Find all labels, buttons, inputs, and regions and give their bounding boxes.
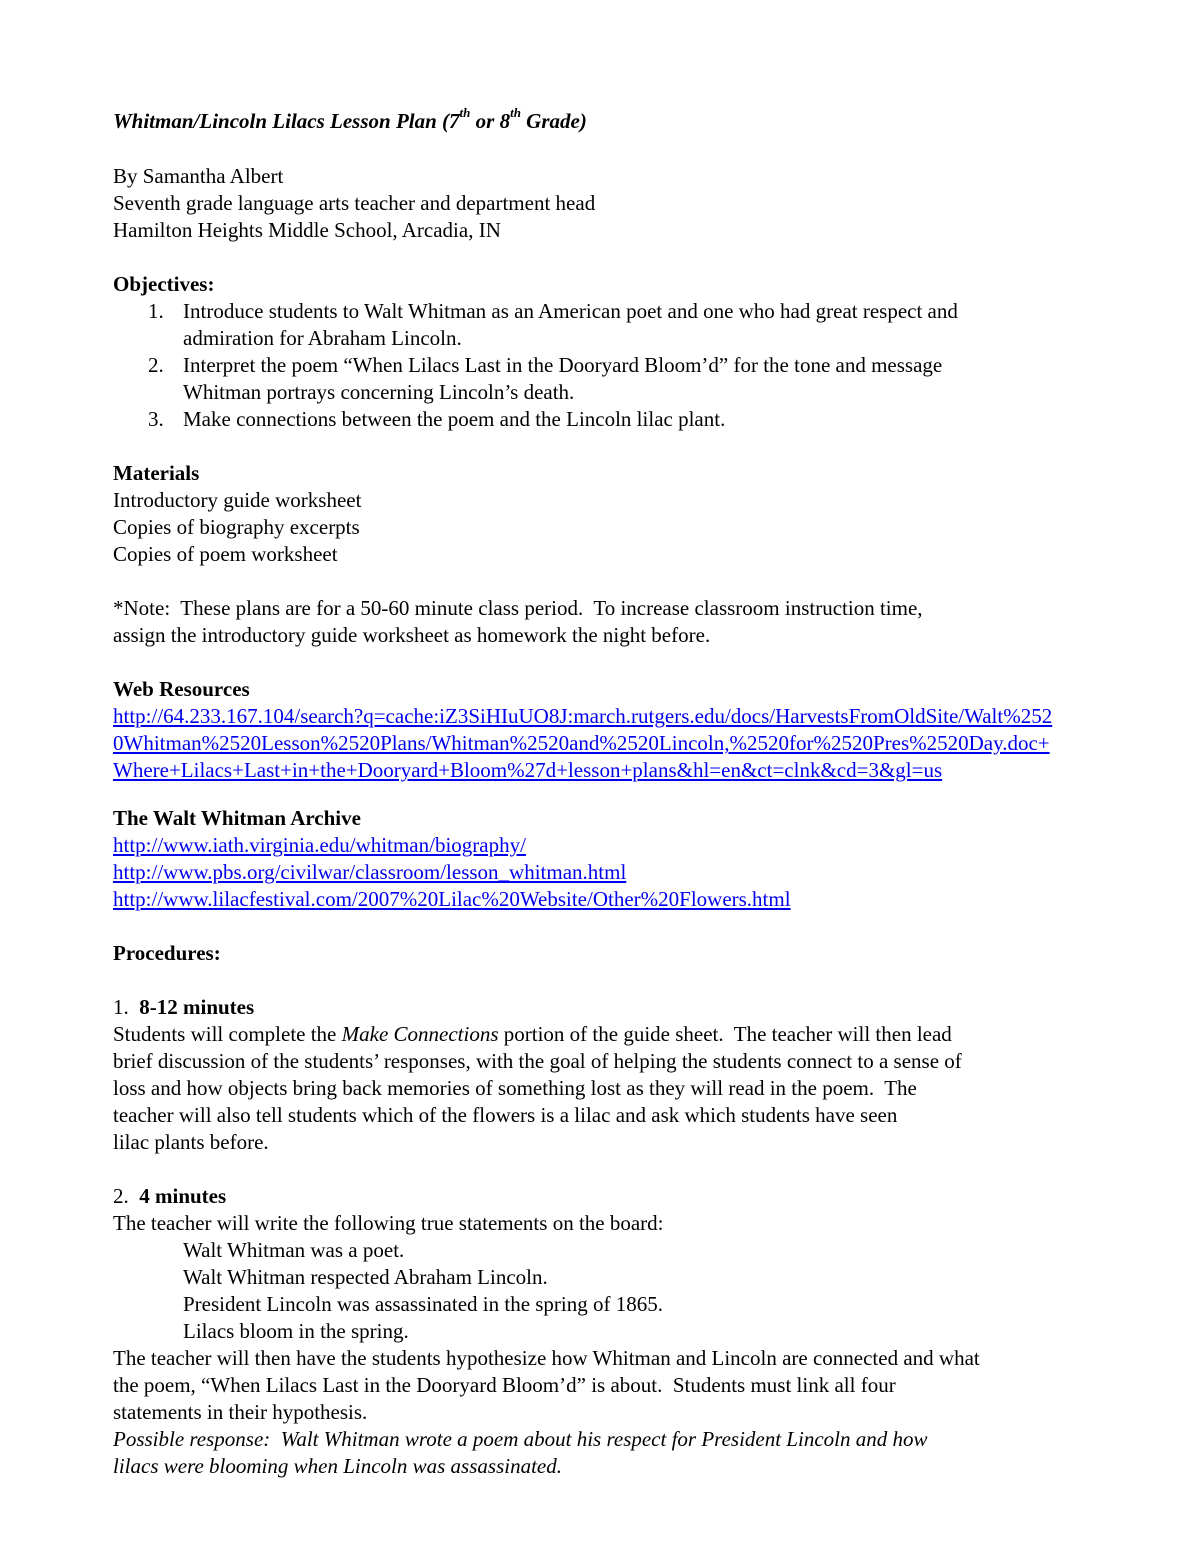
materials-heading: Materials (113, 461, 200, 485)
title-text: Whitman/Lincoln Lilacs Lesson Plan (7 (113, 109, 460, 133)
step-text: loss and how objects bring back memories of something lost as they will read in the poem. The (113, 1076, 917, 1100)
objective-number: 3. (148, 407, 164, 431)
step-text: teacher will also tell students which of the flowers is a lilac and ask which students have seen (113, 1103, 898, 1127)
web-resource-link[interactable]: 0Whitman%2520Lesson%2520Plans/Whitman%2520and%2520Lincoln,%2520for%2520Pres%2520Day.doc+ (113, 731, 1050, 755)
step-text-part: portion of the guide sheet. The teacher will then lead (498, 1022, 952, 1046)
step-text: brief discussion of the students’ responses, with the goal of helping the students connect to a sense of (113, 1049, 962, 1073)
title-text: Grade) (520, 109, 587, 133)
title-superscript: th (459, 105, 471, 120)
step-heading (113, 994, 254, 1021)
author-byline: By Samantha Albert (113, 164, 284, 188)
step-text-part: Students will complete the (113, 1022, 342, 1046)
materials-item: Copies of biography excerpts (113, 515, 360, 539)
archive-link-biography[interactable]: http://www.iath.virginia.edu/whitman/biography/ (113, 833, 526, 857)
author-school: Hamilton Heights Middle School, Arcadia, IN (113, 218, 501, 242)
step-text: lilac plants before. (113, 1130, 269, 1154)
step-time: 4 minutes (139, 1184, 227, 1208)
web-resources-heading: Web Resources (113, 677, 250, 701)
note-text: *Note: These plans are for a 50-60 minute class period. To increase classroom instruction time, (113, 596, 923, 620)
archive-link-pbs[interactable]: http://www.pbs.org/civilwar/classroom/lesson_whitman.html (113, 860, 627, 884)
objective-text: admiration for Abraham Lincoln. (183, 326, 462, 350)
materials-item: Introductory guide worksheet (113, 488, 362, 512)
objective-number: 2. (148, 353, 164, 377)
objective-text: Whitman portrays concerning Lincoln’s death. (183, 380, 575, 404)
procedures-heading: Procedures: (113, 941, 221, 965)
objective-text: Make connections between the poem and the Lincoln lilac plant. (183, 407, 726, 431)
archive-link-lilacfestival[interactable]: http://www.lilacfestival.com/2007%20Lilac%20Website/Other%20Flowers.html (113, 887, 791, 911)
materials-item: Copies of poem worksheet (113, 542, 338, 566)
note-text: assign the introductory guide worksheet as homework the night before. (113, 623, 711, 647)
step-heading (113, 1183, 226, 1210)
objective-text: Interpret the poem “When Lilacs Last in the Dooryard Bloom’d” for the tone and message (183, 353, 943, 377)
step-time: 8-12 minutes (139, 995, 255, 1019)
title-superscript: th (510, 105, 521, 120)
step-text: statements in their hypothesis. (113, 1400, 368, 1424)
objective-text: Introduce students to Walt Whitman as an American poet and one who had great respect and (183, 299, 958, 323)
step-text: the poem, “When Lilacs Last in the Dooryard Bloom’d” is about. Students must link all four (113, 1373, 896, 1397)
possible-response: lilacs were blooming when Lincoln was assassinated. (113, 1454, 562, 1478)
possible-response: Possible response: Walt Whitman wrote a poem about his respect for President Lincoln and how (113, 1427, 928, 1451)
document-title (113, 105, 587, 135)
board-statement: Walt Whitman was a poet. (183, 1238, 405, 1262)
step-text: The teacher will then have the students hypothesize how Whitman and Lincoln are connected and what (113, 1346, 980, 1370)
board-statement: Lilacs bloom in the spring. (183, 1319, 409, 1343)
step-number: 2. (113, 1184, 129, 1208)
step-number: 1. (113, 995, 129, 1019)
board-statement: President Lincoln was assassinated in the spring of 1865. (183, 1292, 664, 1316)
objective-number: 1. (148, 299, 164, 323)
board-statement: Walt Whitman respected Abraham Lincoln. (183, 1265, 548, 1289)
step-text: The teacher will write the following true statements on the board: (113, 1211, 664, 1235)
author-role: Seventh grade language arts teacher and department head (113, 191, 596, 215)
web-resource-link[interactable]: Where+Lilacs+Last+in+the+Dooryard+Bloom%27d+lesson+plans&hl=en&ct=clnk&cd=3&gl=us (113, 758, 943, 782)
step-text-emphasis: Make Connections (341, 1022, 499, 1046)
web-resource-link[interactable]: http://64.233.167.104/search?q=cache:iZ3SiHIuUO8J:march.rutgers.edu/docs/HarvestsFromOldSite/Walt%252 (113, 704, 1053, 728)
objectives-heading: Objectives: (113, 272, 215, 296)
archive-heading: The Walt Whitman Archive (113, 806, 361, 830)
title-text: or 8 (470, 109, 511, 133)
step-text (113, 1021, 952, 1048)
